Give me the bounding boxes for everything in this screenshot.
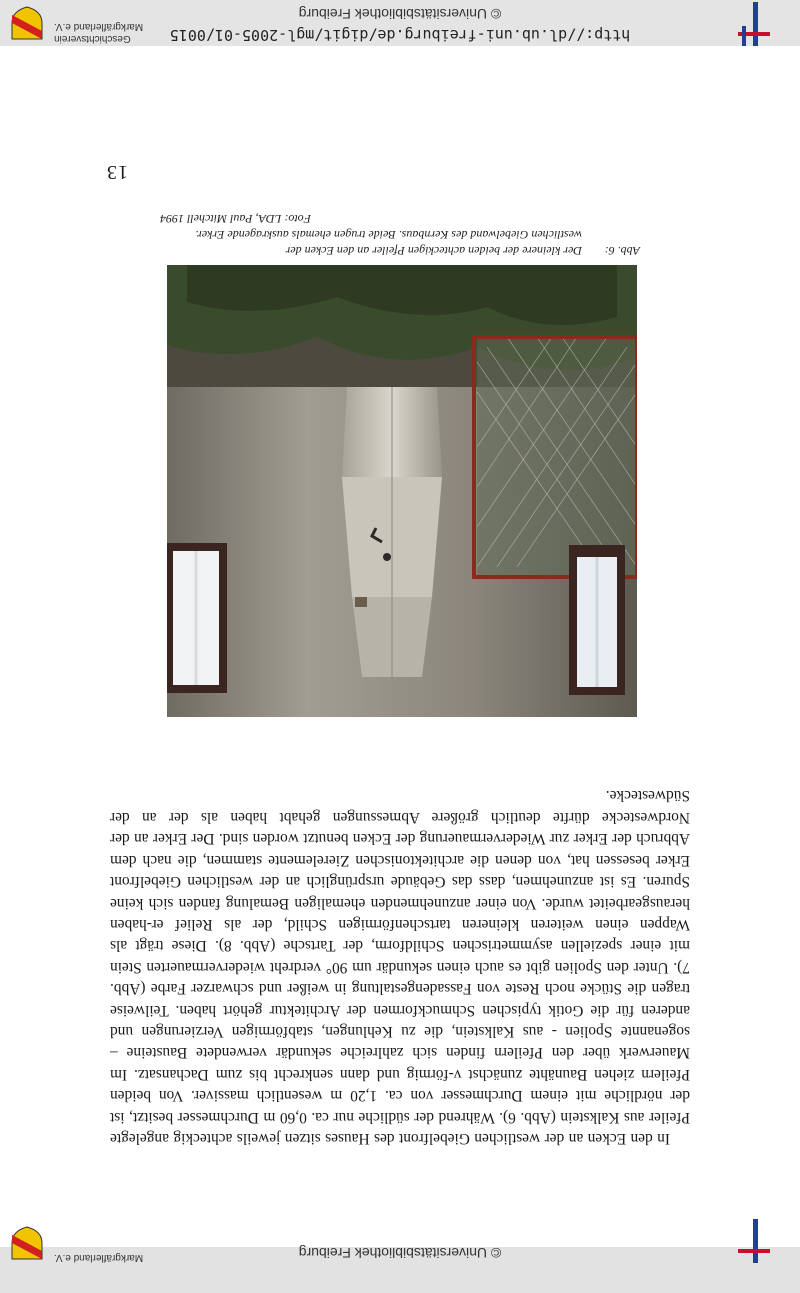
- library-copyright: © Universitätsbibliothek Freiburg: [298, 6, 502, 22]
- library-logo-icon: [732, 2, 776, 46]
- library-banner-top: [0, 1247, 800, 1293]
- association-crest-icon: [8, 5, 46, 43]
- article-body: [110, 785, 690, 1149]
- caption-line-1: Abb. 6:Der kleinere der beiden achteckigen Pfeiler an den Ecken der: [285, 244, 640, 258]
- figure-photo: [167, 265, 637, 717]
- caption-line-2: westlichen Giebelwand des Kernbaus. Beide trugen ehemals auskragende Erker.: [195, 228, 582, 242]
- figure-label: Abb. 6:: [604, 244, 640, 258]
- library-logo-icon: [732, 1219, 776, 1263]
- association-name: Geschichtsverein Markgräflerland e.V.: [54, 21, 144, 44]
- source-url[interactable]: http://dl.ub.uni-freiburg.de/digit/mgl-2005-01/0015: [169, 26, 631, 44]
- association-name-top: Markgräflerland e.V.: [54, 1252, 144, 1263]
- library-banner-bottom: [0, 0, 800, 46]
- photo-credit: Foto: LDA, Paul Mitchell 1994: [160, 212, 311, 226]
- association-crest-icon: [8, 1225, 46, 1263]
- page-number: 13: [106, 161, 128, 183]
- figure-caption: [160, 211, 640, 259]
- library-copyright-top: © Universitätsbibliothek Freiburg: [298, 1245, 502, 1261]
- article-paragraph: In den Ecken an der westlichen Giebelfront des Hauses sitzen jeweils achteckig angelegte Pfeiler aus Kalkstein (Abb. 6). Während der südliche nur ca. 0,60 m Durchmesser besitzt, ist der nördliche mit einem Durchmesser von ca. 1,20 m wesentlich massiver. Von beiden Pfeilern ziehen Baunähte zunächst v-förmig und dann senkrecht bis zum Dachansatz. Im Mauerwerk über den Pfeilern finden sich zahlreiche sekundär verwendete Bausteine – sogenannte Spolien - aus Kalkstein, die zu Kehlungen, stabförmigen Verzierungen und anderen für die Gotik typischen Schmuckformen der Architektur gehört haben. Teilweise tragen die Stücke noch Reste von Fassadengestaltung in weißer und schwarzer Farbe (Abb. 7). Unter den Spolien gibt es auch einen sekundär um 90° verdreht wiedervermauerten Stein mit einer speziellen asymmetrischen Schildform, der Tartsche (Abb. 8). Diese trägt als Wappen einen weiteren kleineren tartschenförmigen Schild, der als Relief er-haben herausgearbeitet wurde. Von einer anzunehmenden ehemaligen Bemalung fanden sich keine Spuren. Es ist anzunehmen, dass das Gebäude ursprünglich an der westlichen Giebelfront Erker besessen hat, von denen die architektonischen Zierelemente stammen, die nach dem Abbruch der Erker zur Wiedervermauerung der Ecken benutzt worden sind. Der Erker an der Nordwestecke dürfte deutlich größere Abmessungen gehabt haben als der an der Südwestecke.: [110, 787, 690, 1147]
